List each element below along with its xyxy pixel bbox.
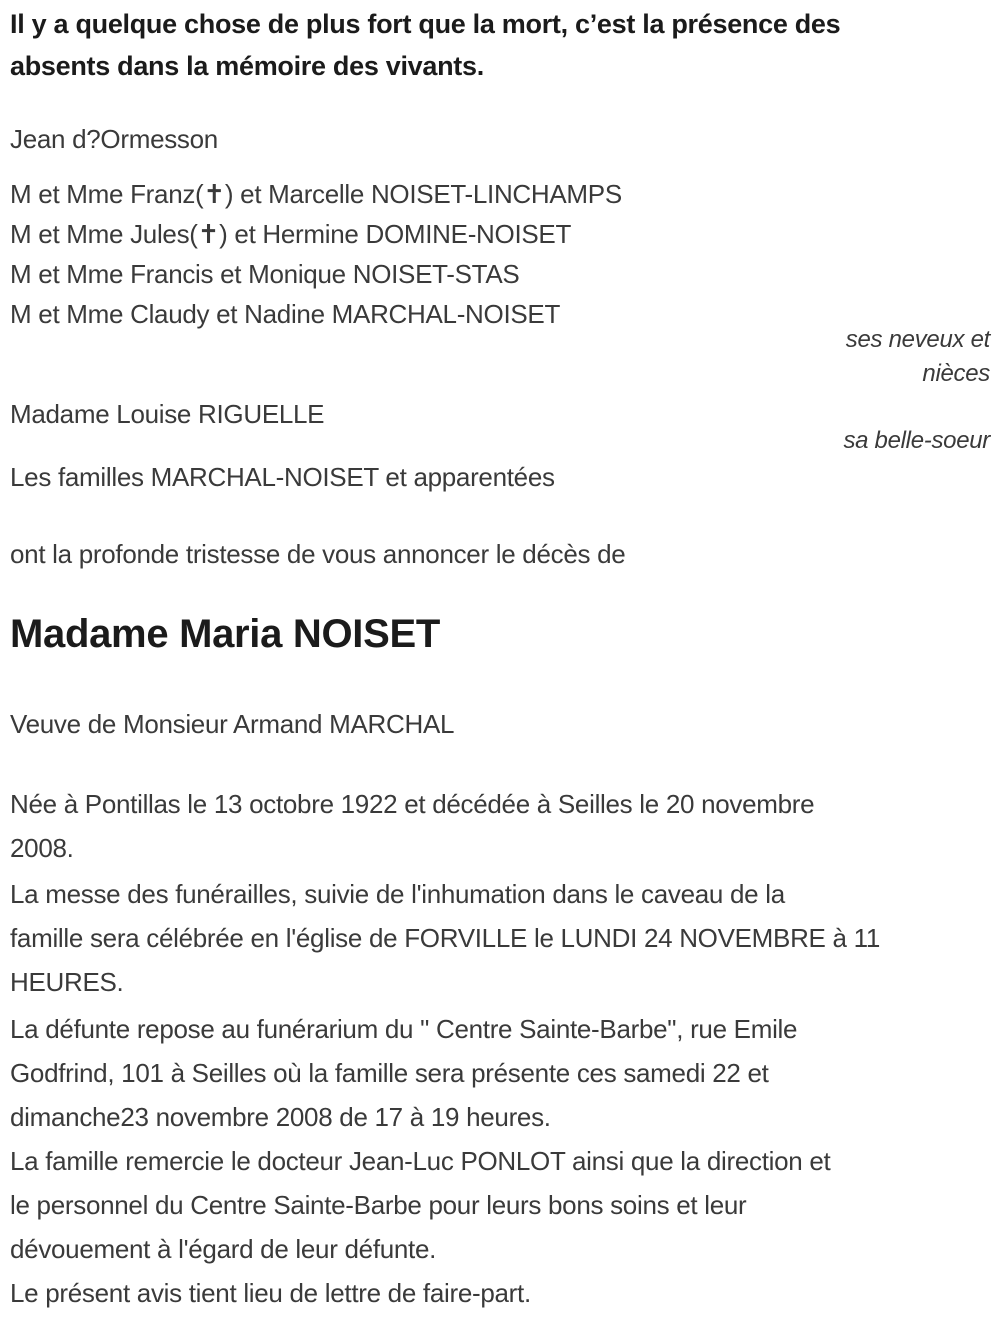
paragraph-line: le personnel du Centre Sainte-Barbe pour leurs bons soins et leur	[10, 1190, 747, 1220]
quote-line: Il y a quelque chose de plus fort que la mort, c’est la présence des	[10, 9, 841, 39]
repose-paragraph	[10, 1007, 990, 1139]
thanks-paragraph	[10, 1139, 990, 1271]
relative-line: M et Mme Francis et Monique NOISET-STAS	[10, 259, 520, 289]
birth-death-paragraph	[10, 782, 990, 870]
announcement-line: ont la profonde tristesse de vous annoncer le décès de	[10, 539, 626, 569]
paragraph-line: La famille remercie le docteur Jean-Luc PONLOT ainsi que la direction et	[10, 1146, 831, 1176]
closing-line: Le présent avis tient lieu de lettre de faire-part.	[10, 1278, 531, 1308]
relative-line: M et Mme Claudy et Nadine MARCHAL-NOISET	[10, 299, 561, 329]
deceased-name-heading: Madame Maria NOISET	[10, 612, 440, 656]
relation-line: ses neveux et	[845, 326, 990, 353]
relative-line: M et Mme Jules(✝) et Hermine DOMINE-NOISET	[10, 219, 572, 249]
paragraph-line: dévouement à l'égard de leur défunte.	[10, 1234, 437, 1264]
families-line: Les familles MARCHAL-NOISET et apparentées	[10, 462, 555, 492]
paragraph-line: Godfrind, 101 à Seilles où la famille sera présente ces samedi 22 et	[10, 1058, 769, 1088]
paragraph-line: HEURES.	[10, 967, 124, 997]
relation-sister-in-law: sa belle-soeur	[843, 427, 990, 454]
relation-line: nièces	[922, 360, 990, 387]
sister-in-law-name: Madame Louise RIGUELLE	[10, 399, 325, 429]
funeral-paragraph	[10, 872, 990, 1004]
quote-author: Jean d?Ormesson	[10, 124, 218, 154]
relatives-list	[10, 174, 990, 334]
paragraph-line: Née à Pontillas le 13 octobre 1922 et décédée à Seilles le 20 novembre	[10, 789, 815, 819]
paragraph-line: dimanche23 novembre 2008 de 17 à 19 heures.	[10, 1102, 551, 1132]
paragraph-line: 2008.	[10, 833, 74, 863]
paragraph-line: famille sera célébrée en l'église de FORVILLE le LUNDI 24 NOVEMBRE à 11	[10, 923, 881, 953]
quote-line: absents dans la mémoire des vivants.	[10, 51, 484, 81]
relative-line: M et Mme Franz(✝) et Marcelle NOISET-LINCHAMPS	[10, 179, 622, 209]
paragraph-line: La messe des funérailles, suivie de l'inhumation dans le caveau de la	[10, 879, 785, 909]
widow-of-line: Veuve de Monsieur Armand MARCHAL	[10, 709, 455, 739]
paragraph-line: La défunte repose au funérarium du " Centre Sainte-Barbe", rue Emile	[10, 1014, 798, 1044]
opening-quote	[10, 3, 990, 87]
